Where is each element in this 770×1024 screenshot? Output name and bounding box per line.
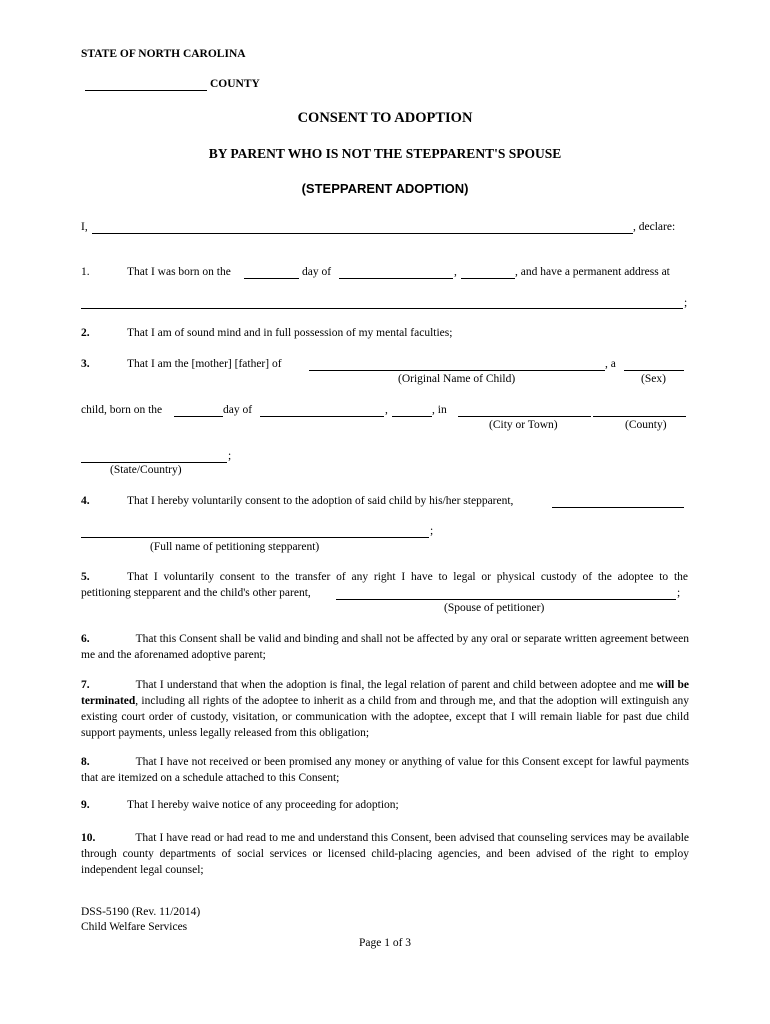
item-6-text: That this Consent shall be valid and binding and shall not be affected by any oral or separate written agreement between me and the aforenamed adoptive parent; <box>81 633 689 661</box>
item-8-paragraph <box>81 754 689 786</box>
item-8-number: 8. <box>81 756 90 768</box>
child-city-underline <box>458 416 591 417</box>
form-title: CONSENT TO ADOPTION <box>297 110 473 126</box>
item-9-number: 9. <box>81 799 90 811</box>
child-birth-month-underline <box>260 416 384 417</box>
spouse-name-field[interactable] <box>337 585 675 599</box>
child-county-underline <box>593 416 686 417</box>
item-7-paragraph <box>81 677 689 741</box>
item-1-text-a: That I was born on the <box>127 266 231 278</box>
item-3-text-d: day of <box>223 404 253 416</box>
child-birth-year-underline <box>392 416 432 417</box>
item-5-end: ; <box>677 587 681 599</box>
spouse-underline <box>336 599 676 600</box>
item-3-text-b: , a <box>605 358 616 370</box>
child-birth-year-field[interactable] <box>393 402 431 416</box>
child-state-field[interactable] <box>82 448 226 462</box>
item-8-text: That I have not received or been promised any money or anything of value for this Consent except for lawful payments that are itemized on a schedule attached to this Consent; <box>81 756 689 784</box>
birth-month-underline <box>339 278 453 279</box>
county-field[interactable] <box>86 76 206 90</box>
item-6-paragraph <box>81 631 689 663</box>
child-sex-underline <box>624 370 684 371</box>
child-birth-month-field[interactable] <box>261 402 383 416</box>
child-city-field[interactable] <box>459 402 590 416</box>
stepparent-name-field-a[interactable] <box>553 493 683 507</box>
item-1-text-d: , and have a permanent address at <box>515 266 670 278</box>
birth-day-field[interactable] <box>245 264 298 278</box>
stepparent-underline-b <box>81 537 429 538</box>
item-4-text: That I hereby voluntarily consent to the adoption of said child by his/her stepparent, <box>127 495 514 507</box>
caption-petitioning-stepparent: (Full name of petitioning stepparent) <box>150 541 320 553</box>
caption-sex: (Sex) <box>641 373 666 385</box>
address-field[interactable] <box>82 294 682 308</box>
item-7-number: 7. <box>81 679 90 691</box>
item-4-end: ; <box>430 525 434 537</box>
form-subtitle-stepparent: (STEPPARENT ADOPTION) <box>301 181 469 196</box>
item-7-bold-terminated: will be terminated <box>81 679 690 707</box>
item-9-text: That I hereby waive notice of any proceeding for adoption; <box>127 799 399 811</box>
birth-year-underline <box>461 278 515 279</box>
declare-prefix: I, <box>81 221 88 233</box>
division-name: Child Welfare Services <box>81 921 188 933</box>
item-5-line-1: That I voluntarily consent to the transfer of any right I have to legal or physical custody of the adoptee to the <box>127 571 688 583</box>
item-3-text-e: , <box>385 404 388 416</box>
state-heading: STATE OF NORTH CAROLINA <box>81 48 246 60</box>
item-3-text-g: ; <box>228 450 232 462</box>
item-1-end: ; <box>684 297 688 309</box>
page-number: Page 1 of 3 <box>358 937 412 949</box>
form-id: DSS-5190 (Rev. 11/2014) <box>81 906 201 918</box>
child-birth-day-field[interactable] <box>175 402 222 416</box>
child-name-underline <box>309 370 605 371</box>
declarant-name-field[interactable] <box>94 219 631 233</box>
stepparent-name-field-b[interactable] <box>82 523 428 537</box>
caption-spouse: (Spouse of petitioner) <box>444 602 545 614</box>
item-2-number: 2. <box>81 327 90 339</box>
child-state-underline <box>81 462 227 463</box>
item-2-text: That I am of sound mind and in full possession of my mental faculties; <box>127 327 453 339</box>
child-sex-field[interactable] <box>625 356 683 370</box>
birth-day-underline <box>244 278 299 279</box>
item-3-number: 3. <box>81 358 90 370</box>
item-5-number: 5. <box>81 571 90 583</box>
item-1-text-c: , <box>454 266 457 278</box>
item-3-text-f: , in <box>432 404 447 416</box>
item-4-number: 4. <box>81 495 90 507</box>
declarant-underline <box>92 233 633 234</box>
item-10-number: 10. <box>81 832 96 844</box>
stepparent-underline-a <box>552 507 684 508</box>
item-3-text-c: child, born on the <box>81 404 163 416</box>
address-underline <box>81 308 683 309</box>
child-name-field[interactable] <box>310 356 604 370</box>
item-7-text-b: , including all rights of the adoptee to inherit as a child from and through me, and that the adoption will extinguish any existing court order of custody, visitation, or communication with the adoptee, except that I will remain liable for past due child support payments, unless legally released from this obligation; <box>81 695 689 739</box>
caption-state-country: (State/Country) <box>110 464 182 476</box>
county-underline <box>85 90 207 91</box>
item-7-text-a: That I understand that when the adoption is final, the legal relation of parent and child between adoptee and me <box>135 679 654 691</box>
child-county-field[interactable] <box>594 402 685 416</box>
item-1-number: 1. <box>81 266 90 278</box>
item-1-text-b: day of <box>302 266 332 278</box>
item-3-text-a: That I am the [mother] [father] of <box>127 358 282 370</box>
item-10-paragraph <box>81 830 689 878</box>
declare-suffix: , declare: <box>633 221 676 233</box>
item-10-text: That I have read or had read to me and understand this Consent, been advised that counseling services may be available through county departments of social services or licensed child-placing agencies, and been advised of the right to employ independent legal counsel; <box>81 832 689 876</box>
child-birth-day-underline <box>174 416 223 417</box>
item-6-number: 6. <box>81 633 90 645</box>
form-subtitle: BY PARENT WHO IS NOT THE STEPPARENT'S SPOUSE <box>208 146 562 161</box>
caption-city: (City or Town) <box>489 419 558 431</box>
birth-year-field[interactable] <box>462 264 514 278</box>
caption-original-name: (Original Name of Child) <box>398 373 516 385</box>
caption-county: (County) <box>625 419 667 431</box>
item-5-line-2: petitioning stepparent and the child's other parent, <box>81 587 311 599</box>
county-label: COUNTY <box>210 78 260 90</box>
birth-month-field[interactable] <box>340 264 452 278</box>
